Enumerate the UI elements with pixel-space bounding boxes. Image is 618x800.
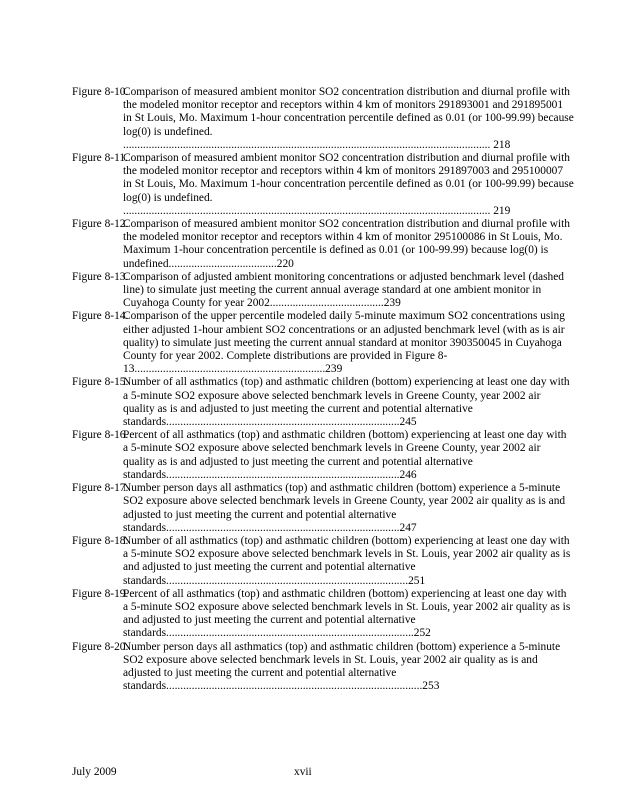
figure-caption: Comparison of measured ambient monitor SO2 concentration distribution and diurnal profile with the modeled monitor receptor and receptors within 4 km of monitor 295100086 in St Louis, Mo. Maximum 1-hour concentration percentile is defined as 0.01 (or 100-99.99) because log(0) is undefined......................................220: [123, 218, 570, 270]
figure-label: Figure 8-20.: [72, 640, 129, 653]
figure-caption: Number person days all asthmatics (top) and asthmatic children (bottom) experience a 5-minute SO2 exposure above selected benchmark levels in St. Louis, year 2002 air quality as is and adjusted to just meeting the current and potential alternative standards..........................................................................................253: [123, 640, 561, 693]
figure-label: Figure 8-12.: [72, 218, 129, 231]
list-of-figures: [72, 86, 574, 693]
figure-label: Figure 8-13.: [72, 270, 129, 283]
figure-label: Figure 8-14.: [72, 310, 129, 323]
figure-caption: Comparison of the upper percentile modeled daily 5-minute maximum SO2 concentrations using either adjusted 1-hour ambient SO2 concentrations or an adjusted benchmark level (with as is air quality) to simulate just meeting the current annual standard at monitor 390350045 in Cuyahoga County for year 2002. Complete distributions are provided in Figure 8-13...................................................................239: [123, 310, 565, 376]
toc-entry-8-10[interactable]: [72, 86, 574, 152]
toc-entry-8-13[interactable]: [72, 271, 574, 311]
figure-caption: Percent of all asthmatics (top) and asthmatic children (bottom) experiencing at least one day with a 5-minute SO2 exposure above selected benchmark levels in St. Louis, year 2002 air quality as is and adjusted to just meeting the current and potential alternative standards.......................................................................................252: [123, 587, 571, 640]
figure-label: Figure 8-10.: [72, 86, 129, 98]
toc-entry-8-18[interactable]: [72, 535, 574, 588]
figure-caption: Number person days all asthmatics (top) and asthmatic children (bottom) experience a 5-minute SO2 exposure above selected benchmark levels in Greene County, year 2002 air quality as is and adjusted to just meeting the current and potential alternative standards..................................................................................247: [123, 482, 566, 534]
toc-entry-8-17[interactable]: [72, 482, 574, 535]
page-number: xvii: [294, 766, 312, 778]
toc-entry-8-16[interactable]: [72, 429, 574, 482]
toc-entry-8-20[interactable]: [72, 641, 574, 694]
toc-entry-8-14[interactable]: [72, 310, 574, 376]
figure-label: Figure 8-16.: [72, 429, 129, 442]
figure-caption: Comparison of measured ambient monitor SO2 concentration distribution and diurnal profile with the modeled monitor receptor and receptors within 4 km of monitors 291893001 and 291895001 in St Louis, Mo. Maximum 1-hour concentration percentile defined as 0.01 (or 100-99.99) because log(0) is undefined. ................................................................................................................................. 218: [123, 86, 574, 151]
figure-label: Figure 8-11.: [72, 152, 128, 165]
figure-label: Figure 8-17.: [72, 482, 129, 495]
toc-entry-8-15[interactable]: [72, 376, 574, 429]
figure-caption: Number of all asthmatics (top) and asthmatic children (bottom) experiencing at least one day with a 5-minute SO2 exposure above selected benchmark levels in Greene County, year 2002 air quality as is and adjusted to just meeting the current and potential alternative standards..................................................................................245: [123, 376, 570, 429]
figure-caption: Comparison of measured ambient monitor SO2 concentration distribution and diurnal profile with the modeled monitor receptor and receptors within 4 km of monitors 291897003 and 295100007 in St Louis, Mo. Maximum 1-hour concentration percentile defined as 0.01 (or 100-99.99) because log(0) is undefined. ................................................................................................................................. 219: [123, 152, 574, 217]
toc-entry-8-12[interactable]: [72, 218, 574, 271]
figure-label: Figure 8-18.: [72, 534, 129, 547]
figure-label: Figure 8-15.: [72, 376, 129, 389]
figure-caption: Percent of all asthmatics (top) and asthmatic children (bottom) experiencing at least one day with a 5-minute SO2 exposure above selected benchmark levels in Greene County, year 2002 air quality as is and adjusted to just meeting the current and potential alternative standards..................................................................................246: [123, 429, 567, 481]
figure-label: Figure 8-19.: [72, 587, 129, 600]
figure-caption: Comparison of adjusted ambient monitoring concentrations or adjusted benchmark level (dashed line) to simulate just meeting the current annual average standard at one ambient monitor in Cuyahoga County for year 2002........................................239: [123, 270, 564, 310]
toc-entry-8-11[interactable]: [72, 152, 574, 218]
toc-entry-8-19[interactable]: [72, 588, 574, 641]
figure-caption: Number of all asthmatics (top) and asthmatic children (bottom) experiencing at least one day with a 5-minute SO2 exposure above selected benchmark levels in St. Louis, year 2002 air quality as is and adjusted to just meeting the current and potential alternative standards.....................................................................................251: [123, 534, 571, 587]
footer-date: July 2009: [72, 766, 117, 778]
